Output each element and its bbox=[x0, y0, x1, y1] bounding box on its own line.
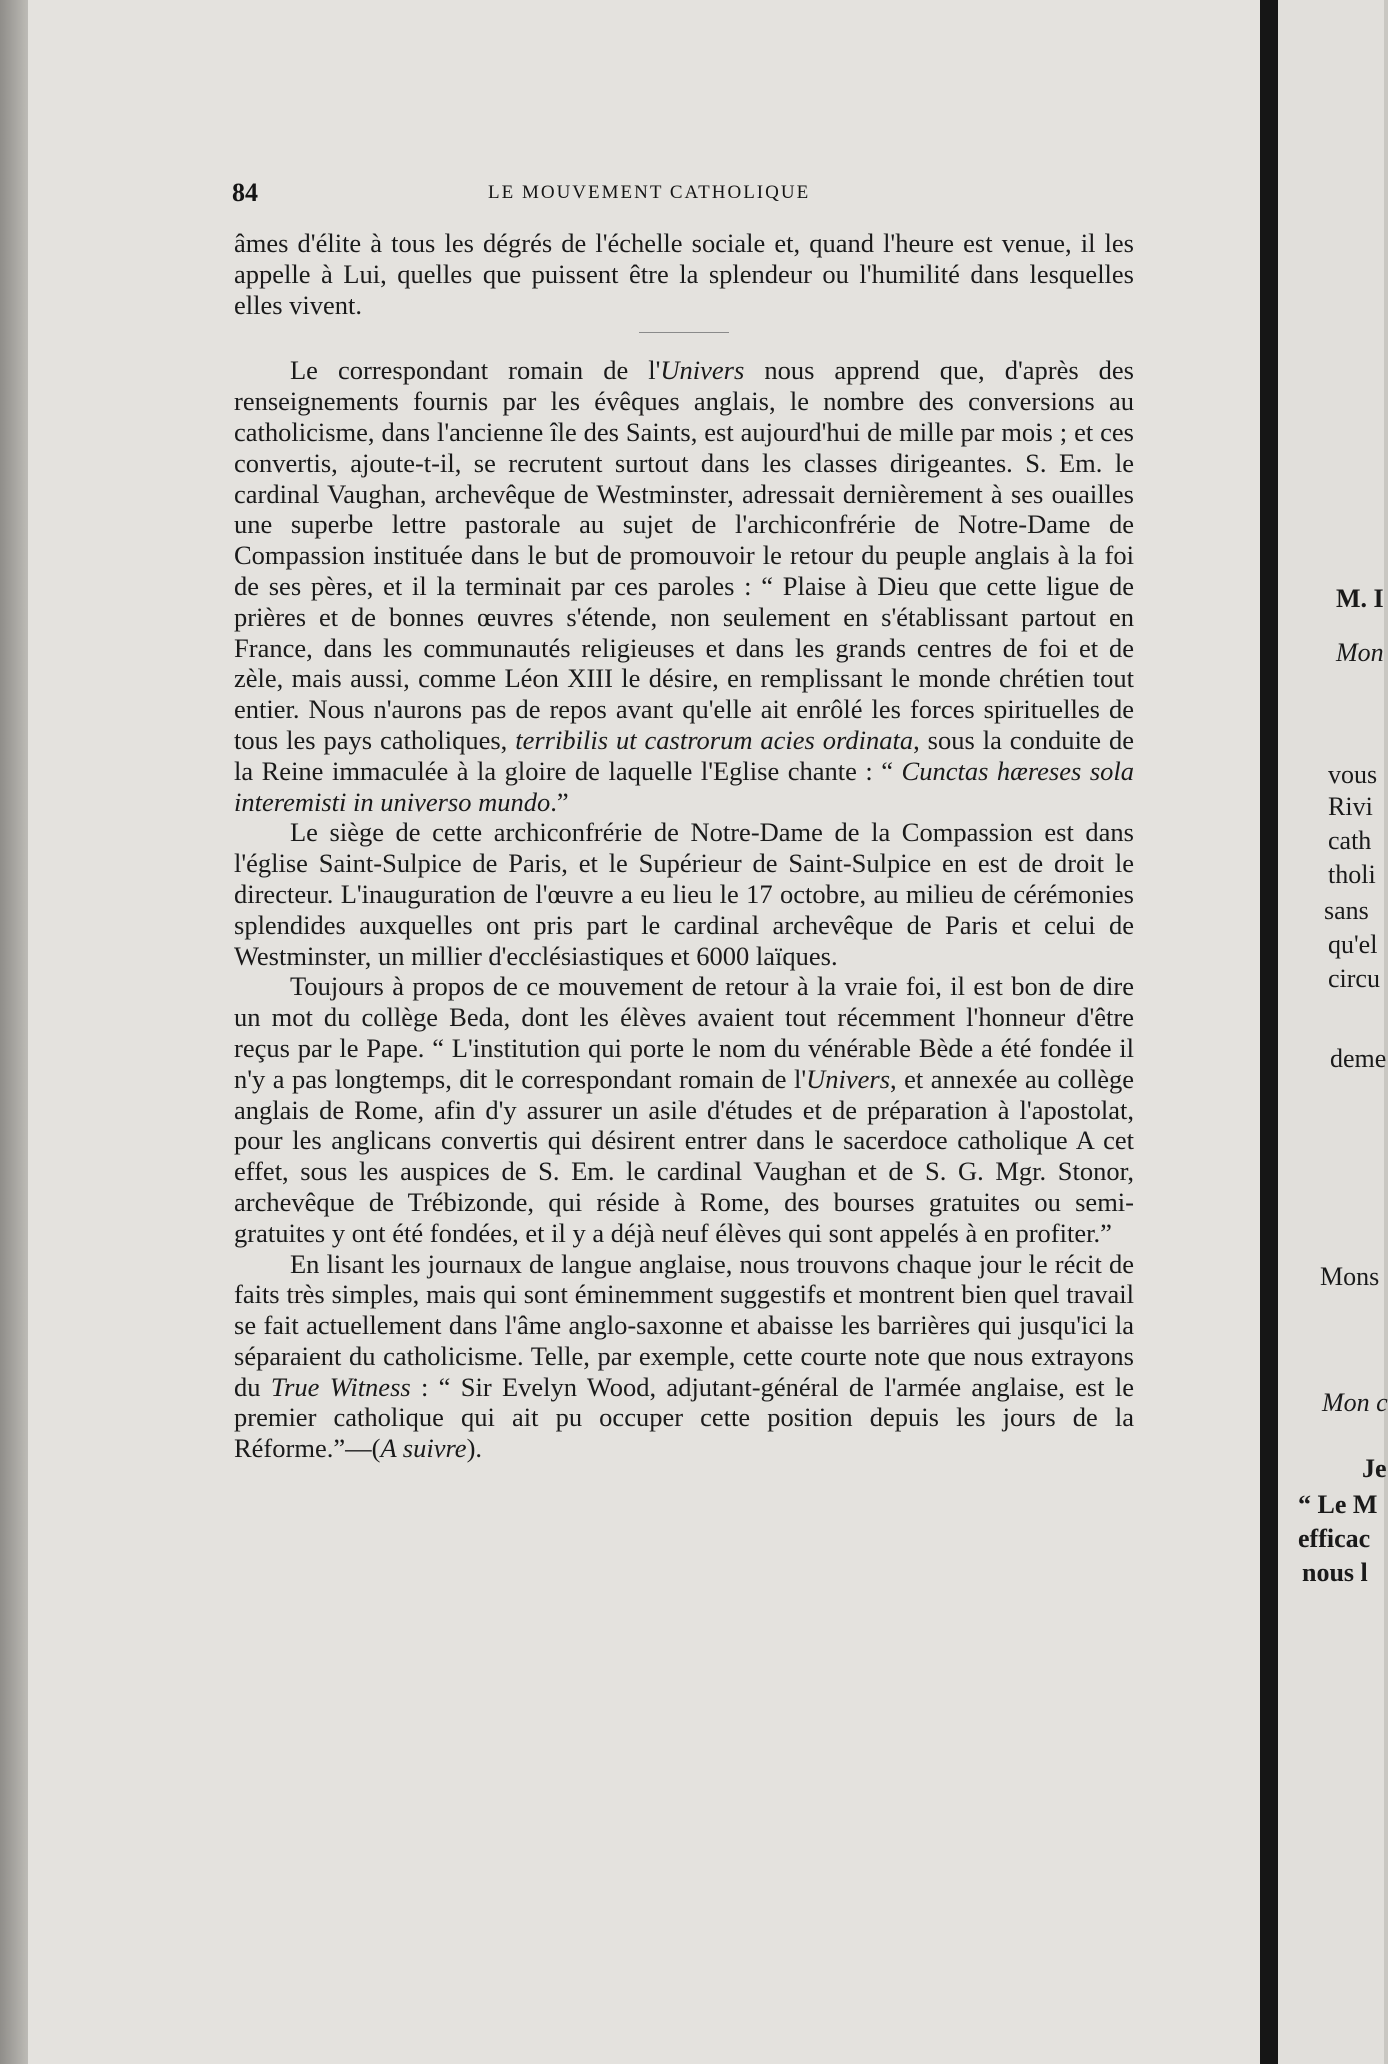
journal-title: Univers bbox=[660, 355, 745, 386]
facing-fragment: nous l bbox=[1302, 1558, 1368, 1587]
facing-fragment: qu'el bbox=[1328, 930, 1378, 959]
section-separator bbox=[639, 332, 729, 333]
body-text bbox=[234, 228, 1134, 1464]
paragraph-college-beda bbox=[234, 971, 1134, 1248]
text-run: Toujours à propos de ce mouvement de retour à la vraie foi, il est bon de dire un mot du collège Beda, dont les élèves avaient tout récemment l'honneur d'être reçus par le Pape. “ L'institution qui porte le nom du vénérable Bède a été fondée il n'y a pas longtemps, dit le correspondant romain de l' bbox=[234, 971, 1134, 1094]
journal-title: True Witness bbox=[270, 1371, 411, 1402]
page-header bbox=[232, 178, 1164, 210]
text-run: .” bbox=[550, 786, 569, 817]
facing-fragment: Rivi bbox=[1328, 792, 1373, 821]
journal-title: Univers bbox=[806, 1063, 891, 1094]
text-run: ). bbox=[466, 1433, 483, 1464]
paragraph-true-witness bbox=[234, 1249, 1134, 1465]
facing-fragment: efficac bbox=[1298, 1524, 1371, 1553]
facing-fragment: tholi bbox=[1328, 860, 1376, 889]
paragraph-univers bbox=[234, 355, 1134, 817]
facing-fragment: M. I bbox=[1336, 584, 1384, 613]
facing-page-text bbox=[1278, 0, 1388, 2064]
scan-left-edge bbox=[0, 0, 28, 2064]
facing-fragment: Mon c bbox=[1322, 1388, 1388, 1417]
facing-page bbox=[1278, 0, 1388, 2064]
page-number: 84 bbox=[232, 178, 258, 207]
text-run: Le correspondant romain de l' bbox=[290, 355, 661, 386]
facing-fragment: cath bbox=[1328, 826, 1372, 855]
book-gutter bbox=[1260, 0, 1278, 2064]
facing-fragment: Mon bbox=[1336, 638, 1384, 667]
facing-fragment: sans bbox=[1324, 896, 1369, 925]
facing-fragment: Mons bbox=[1320, 1262, 1380, 1291]
paragraph-archiconfrerie: Le siège de cette archiconfrérie de Notre-Dame de la Compassion est dans l'église Saint-Sulpice de Paris, et le Supérieur de Saint-Sulpice en est de droit le directeur. L'inauguration de l'œuvre a eu lieu le 17 octobre, au milieu de cérémonies splendides auxquelles ont pris part le cardinal archevêque de Paris et celui de Westminster, un millier d'ecclésiastiques et 6000 laïques. bbox=[234, 817, 1134, 971]
running-title: LE MOUVEMENT CATHOLIQUE bbox=[488, 182, 811, 203]
latin-quote: terribilis ut castrorum acies ordinata bbox=[515, 724, 914, 755]
facing-fragment: “ Le M bbox=[1298, 1490, 1378, 1519]
text-run: , sous la conduite de la Reine immaculée à la gloire de laquelle l'Eglise chante : “ bbox=[234, 724, 1134, 786]
text-run: : “ Sir Evelyn Wood, adjutant-général de l'armée anglaise, est le premier catholique qui ait pu occuper cette position depuis les jours de la Réforme.”—( bbox=[234, 1371, 1135, 1464]
text-run: , et annexée au collège anglais de Rome, afin d'y assurer un asile d'études et de préparation à l'apostolat, pour les anglicans convertis qui désirent entrer dans le sacerdoce catholique A cet effet, sous les auspices de S. Em. le cardinal Vaughan et de S. G. Mgr. Stonor, archevêque de Trébizonde, qui réside à Rome, des bourses gratuites ou semi-gratuites y ont été fondées, et il y a déjà neuf élèves qui sont appelés à en profiter.” bbox=[234, 1063, 1134, 1248]
text-run: En lisant les journaux de langue anglaise, nous trouvons chaque jour le récit de faits très simples, mais qui sont éminemment suggestifs et montrent bien quel travail se fait actuellement dans l'âme anglo-saxonne et abaisse les barrières qui jusqu'ici la séparaient du catholicisme. Telle, par exemple, cette courte note que nous extrayons du bbox=[234, 1248, 1134, 1402]
facing-fragment: Je bbox=[1362, 1454, 1387, 1483]
facing-fragment: deme bbox=[1330, 1044, 1387, 1073]
continued-note: A suivre bbox=[380, 1433, 467, 1464]
facing-fragment: circu bbox=[1328, 964, 1380, 993]
text-run: nous apprend que, d'après des renseignements fournis par les évêques anglais, le nombre des conversions au catholicisme, dans l'ancienne île des Saints, est aujourd'hui de mille par mois ; et ces convertis, ajoute-t-il, se recrutent surtout dans les classes dirigeantes. S. Em. le cardinal Vaughan, archevêque de Westminster, adressait dernièrement à ses ouailles une superbe lettre pastorale au sujet de l'archiconfrérie de Notre-Dame de Compassion instituée dans le but de promouvoir le retour du peuple anglais à la foi de ses pères, et il la terminait par ces paroles : “ Plaise à Dieu que cette ligue de prières et de bonnes œuvres s'étende, non seulement en s'établissant partout en France, dans les communautés religieuses et dans les grands centres de foi et de zèle, mais aussi, comme Léon XIII le désire, en remplissant le monde chrétien tout entier. Nous n'aurons pas de repos avant qu'elle ait enrôlé les forces spirituelles de tous les pays catholiques, bbox=[234, 355, 1134, 755]
paragraph-continued: âmes d'élite à tous les dégrés de l'échelle sociale et, quand l'heure est venue, il les appelle à Lui, quelles que puissent être la splendeur ou l'humilité dans lesquelles elles vivent. bbox=[234, 228, 1134, 320]
latin-quote: Cunctas hæreses sola interemisti in universo mundo bbox=[234, 755, 1134, 817]
facing-fragment: vous bbox=[1328, 760, 1378, 789]
